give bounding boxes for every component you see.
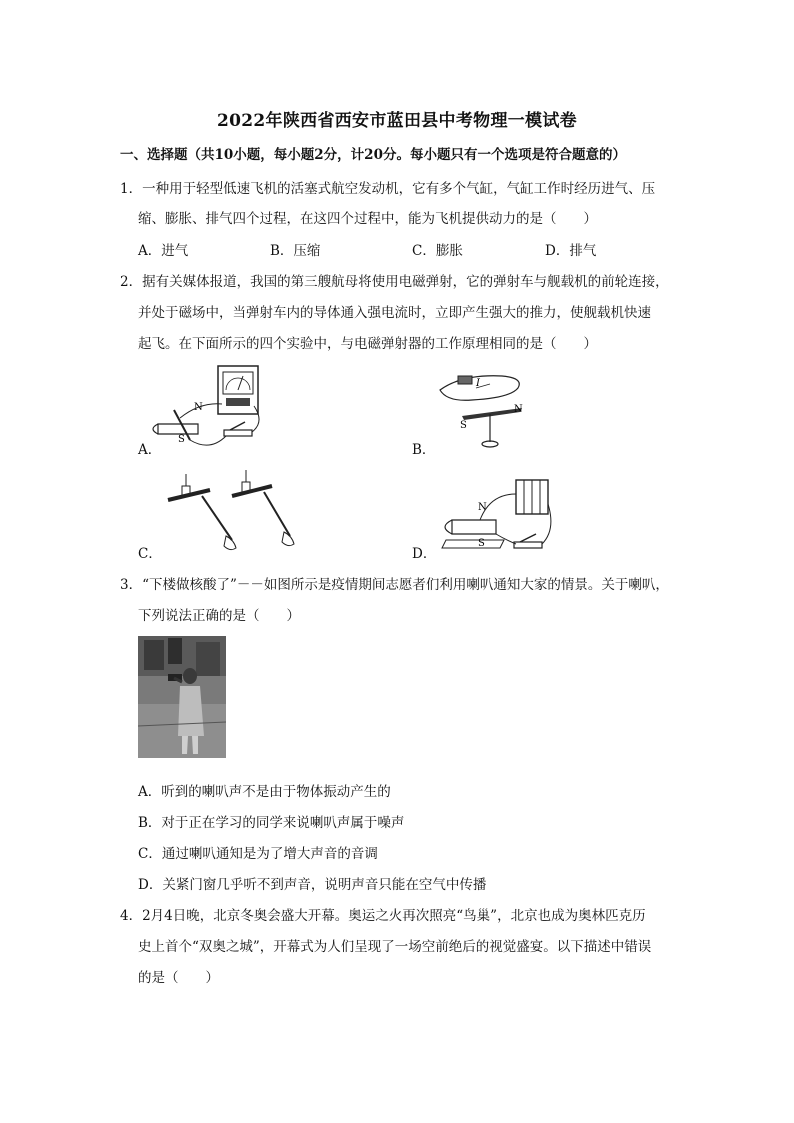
- question-1-line-1: 1．一种用于轻型低速飞机的活塞式航空发动机，它有多个气缸，气缸工作时经历进气、压: [120, 181, 656, 197]
- question-2-option-a: A．: [138, 442, 162, 458]
- figure-a-galvanometer-experiment: [150, 362, 270, 457]
- question-4-line-2: 史上首个“双奥之城”，开幕式为人们呈现了一场空前绝后的视觉盛宴。以下描述中错误: [138, 939, 652, 955]
- question-1-option-c: C．膨胀: [412, 243, 463, 259]
- question-3-line-2: 下列说法正确的是（ ）: [138, 608, 300, 624]
- figure-c-rod-experiment: [160, 470, 300, 555]
- question-2-line-3: 起飞。在下面所示的四个实验中，与电磁弹射器的工作原理相同的是（ ）: [138, 336, 597, 352]
- question-3-option-b: B．对于正在学习的同学来说喇叭声属于噪声: [138, 815, 405, 831]
- question-3-option-a: A．听到的喇叭声不是由于物体振动产生的: [138, 784, 391, 800]
- figure-b-s-label: S: [460, 420, 467, 431]
- question-4-line-1: 4．2月4日晚，北京冬奥会盛大开幕。奥运之火再次照亮“鸟巢”，北京也成为奥林匹克历: [120, 908, 646, 924]
- figure-b-n-label: N: [514, 404, 523, 415]
- section-heading: 一、选择题（共10小题，每小题2分，计20分。每小题只有一个选项是符合题意的）: [120, 147, 626, 163]
- question-2-line-2: 并处于磁场中，当弹射车内的导体通入强电流时，立即产生强大的推力，使舰载机快速: [138, 305, 651, 321]
- question-1-option-a: A．进气: [138, 243, 189, 259]
- question-4-line-3: 的是（ ）: [138, 970, 219, 986]
- figure-d-s-label: S: [478, 538, 485, 549]
- figure-a-n-label: N: [194, 402, 203, 413]
- question-3-line-1: 3．“下楼做核酸了”－－如图所示是疫情期间志愿者们利用喇叭通知大家的情景。关于喇叭，: [120, 577, 669, 593]
- question-1-line-2: 缩、膨胀、排气四个过程，在这四个过程中，能为飞机提供动力的是（ ）: [138, 211, 597, 227]
- question-3-option-d: D．关紧门窗几乎听不到声音，说明声音只能在空气中传播: [138, 877, 487, 893]
- question-3-option-c: C．通过喇叭通知是为了增大声音的音调: [138, 846, 378, 862]
- question-2-option-d: D．: [412, 546, 437, 562]
- question-2-line-1: 2．据有关媒体报道，我国的第三艘航母将使用电磁弹射，它的弹射车与舰载机的前轮连接，: [120, 274, 669, 290]
- figure-b-compass-wire-experiment: [432, 368, 542, 453]
- loudspeaker-volunteer-photo: [138, 636, 226, 758]
- question-1-option-b: B．压缩: [270, 243, 321, 259]
- figure-d-n-label: N: [478, 502, 487, 513]
- question-1-option-d: D．排气: [545, 243, 597, 259]
- figure-a-s-label: S: [178, 434, 185, 445]
- figure-d-motor-experiment: [440, 474, 560, 559]
- figure-b-current-label: I: [476, 378, 480, 389]
- question-2-option-c: C．: [138, 546, 162, 562]
- question-2-option-b: B．: [412, 442, 436, 458]
- page-title: 2022年陕西省西安市蓝田县中考物理一模试卷: [217, 111, 577, 131]
